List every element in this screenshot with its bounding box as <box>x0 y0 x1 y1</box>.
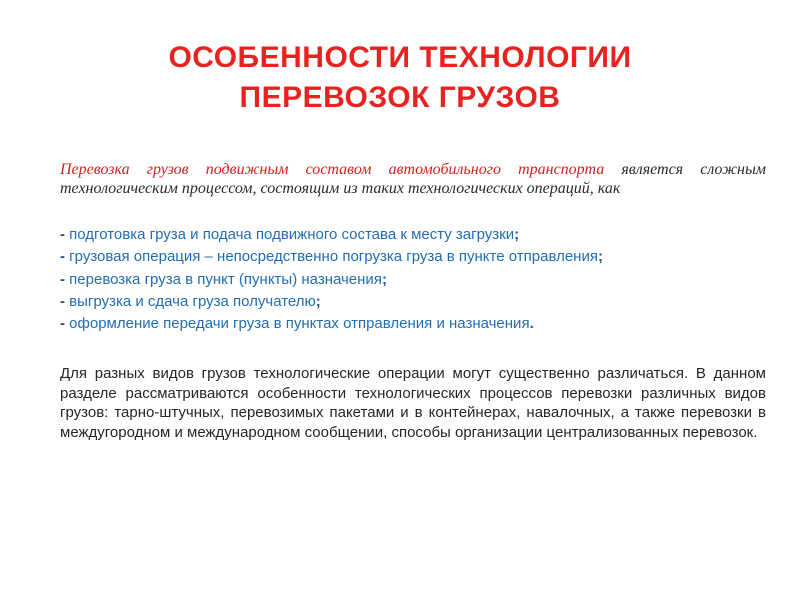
list-item-text: выгрузка и сдача груза получателю <box>65 292 316 310</box>
list-item-end: ; <box>381 270 387 288</box>
operations-list <box>60 224 770 335</box>
slide-title-line-1: ОСОБЕННОСТИ ТЕХНОЛОГИИ <box>168 41 632 74</box>
list-item-dash: - <box>60 270 65 288</box>
list-item <box>60 224 770 246</box>
list-item <box>60 246 770 268</box>
intro-highlight: Перевозка грузов подвижным составом автомобильного транспорта <box>60 161 605 178</box>
slide-title-line-2: ПЕРЕВОЗОК ГРУЗОВ <box>239 81 561 114</box>
intro-rest: является сложным технологическим процессом, состоящим из таких технологических операций, как <box>60 161 766 197</box>
list-item-text: подготовка груза и подача подвижного состава к месту загрузки <box>65 226 515 243</box>
list-item-dash: - <box>60 248 65 266</box>
list-item-end: ; <box>597 248 603 266</box>
list-item-text: перевозка груза в пункт (пункты) назначения <box>65 270 382 288</box>
slide-title <box>0 38 800 118</box>
list-item-text: оформление передачи груза в пунктах отправления и назначения <box>65 315 530 333</box>
list-item-end: ; <box>315 292 321 310</box>
list-item-end: . <box>529 315 534 333</box>
list-item-dash: - <box>60 226 65 243</box>
list-item-dash: - <box>60 315 65 333</box>
body-paragraph: Для разных видов грузов технологические операции могут существенно различаться. В данном разделе рассматриваются особенности технологических процессов перевозки различных видов грузов: тарно-штучных, перевозимых пакетами и в контейнерах, навалочных, а также перевозки в междугородном и международном сообщении, способы организации централизованных перевозок. <box>60 365 766 441</box>
list-item-text: грузовая операция – непосредственно погрузка груза в пункте отправления <box>65 248 598 266</box>
list-item <box>60 313 770 335</box>
list-item-end: ; <box>514 226 520 243</box>
intro-paragraph <box>60 160 766 198</box>
list-item <box>60 291 770 313</box>
list-item <box>60 269 770 291</box>
list-item-dash: - <box>60 292 65 310</box>
